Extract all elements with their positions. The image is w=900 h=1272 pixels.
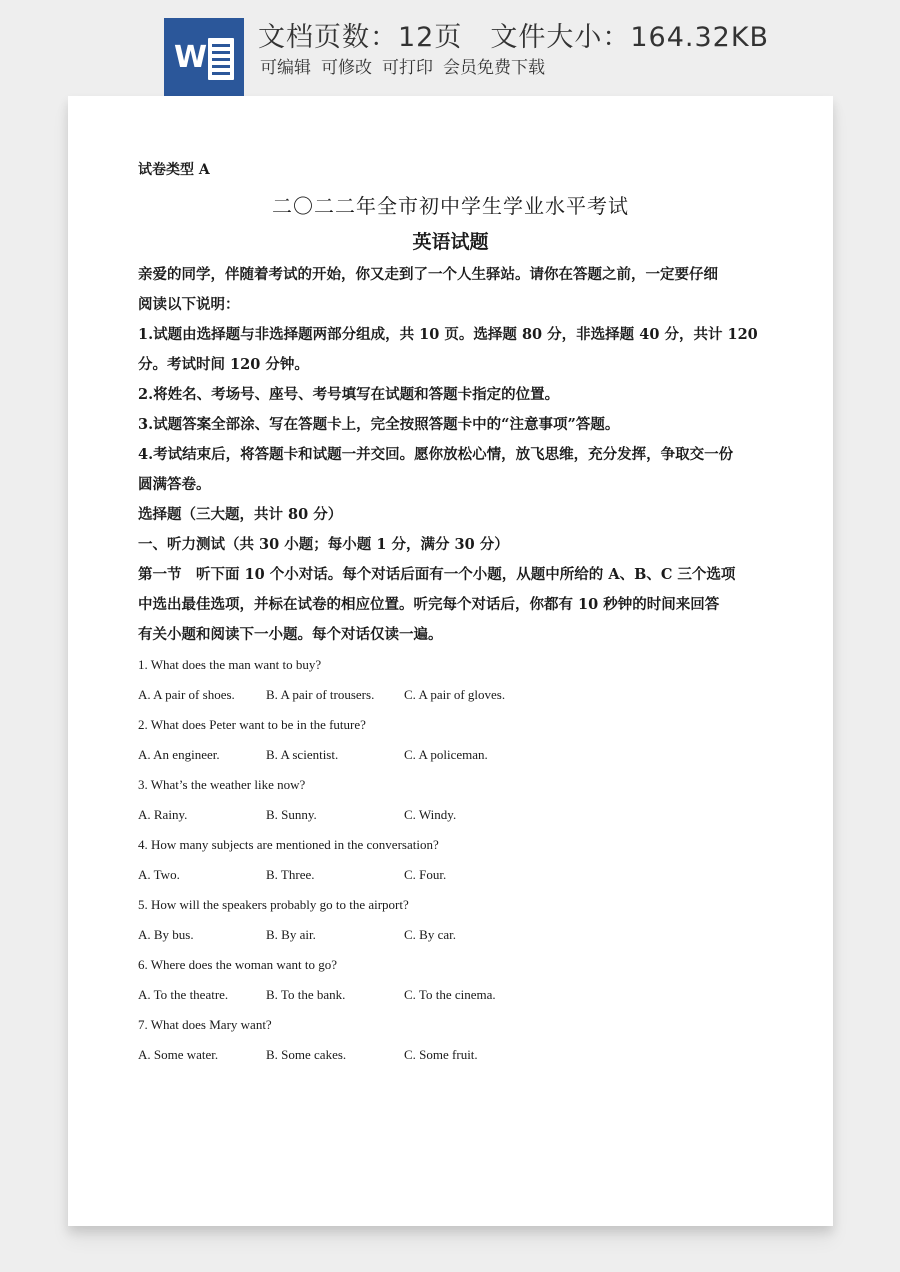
intro-line: 亲爱的同学，伴随着考试的开始，你又走到了一个人生驿站。请你在答题之前，一定要仔细 <box>138 266 718 283</box>
file-size: 文件大小：164.32KB <box>490 22 770 53</box>
option-c: C. Windy. <box>404 807 457 822</box>
instruction-line: 第一节 听下面 10 个小对话。每个对话后面有一个小题，从题中所给的 A、B、C 三个选项 <box>138 566 736 583</box>
exam-subtitle: 英语试题 <box>412 231 489 253</box>
option-b: B. To the bank. <box>266 987 346 1002</box>
feature-modifiable: 可修改 <box>321 58 372 78</box>
option-c: C. To the cinema. <box>404 987 496 1002</box>
instruction-line: 有关小题和阅读下一小题。每个对话仅读一遍。 <box>138 626 443 643</box>
question-text: 7. What does Mary want? <box>138 1017 272 1032</box>
question-options <box>138 740 763 770</box>
question-options <box>138 920 763 950</box>
file-info <box>258 18 878 58</box>
question-list <box>138 650 763 1070</box>
download-banner <box>0 0 900 96</box>
option-a: A. A pair of shoes. <box>138 687 235 702</box>
option-b: B. By air. <box>266 927 316 942</box>
option-b: B. A scientist. <box>266 747 339 762</box>
question-options <box>138 800 763 830</box>
option-c: C. By car. <box>404 927 456 942</box>
question-text: 6. Where does the woman want to go? <box>138 957 338 972</box>
question-options <box>138 980 763 1010</box>
option-c: C. A pair of gloves. <box>404 687 506 702</box>
question-options <box>138 1040 763 1070</box>
option-c: C. Four. <box>404 867 447 882</box>
exam-title: 二〇二二年全市初中学生学业水平考试 <box>272 194 629 218</box>
option-a: A. An engineer. <box>138 747 220 762</box>
note-line: 3.试题答案全部涂、写在答题卡上，完全按照答题卡中的“注意事项”答题。 <box>138 416 620 433</box>
note-line: 1.试题由选择题与非选择题两部分组成，共 10 页。选择题 80 分，非选择题 40 分，共计 120 <box>138 326 758 343</box>
question-options <box>138 680 763 710</box>
option-b: B. Three. <box>266 867 315 882</box>
section-label: 选择题（三大题，共计 80 分） <box>138 506 343 523</box>
feature-editable: 可编辑 <box>260 58 311 78</box>
instruction-line: 中选出最佳选项，并标在试卷的相应位置。听完每个对话后，你都有 10 秒钟的时间来回答 <box>138 596 720 613</box>
word-doc-icon: W <box>164 18 244 96</box>
document-page <box>68 96 833 1226</box>
intro-line: 阅读以下说明： <box>138 296 240 313</box>
option-c: C. A policeman. <box>404 747 488 762</box>
option-a: A. Rainy. <box>138 807 188 822</box>
feature-list <box>260 56 880 80</box>
option-a: A. To the theatre. <box>138 987 229 1002</box>
option-b: B. Some cakes. <box>266 1047 347 1062</box>
exam-type-label: 试卷类型 A <box>138 162 210 178</box>
note-line: 2.将姓名、考场号、座号、考号填写在试题和答题卡指定的位置。 <box>138 386 560 403</box>
note-line: 圆满答卷。 <box>138 476 211 493</box>
note-line: 4.考试结束后，将答题卡和试题一并交回。愿你放松心情，放飞思维，充分发挥，争取交一份 <box>138 446 734 463</box>
option-a: A. Some water. <box>138 1047 219 1062</box>
question-options <box>138 860 763 890</box>
question-text: 1. What does the man want to buy? <box>138 657 322 672</box>
note-line: 分。考试时间 120 分钟。 <box>138 356 309 373</box>
feature-member-download: 会员免费下载 <box>443 58 545 78</box>
part-label: 一、听力测试（共 30 小题；每小题 1 分，满分 30 分） <box>138 536 509 553</box>
option-b: B. A pair of trousers. <box>266 687 375 702</box>
option-c: C. Some fruit. <box>404 1047 478 1062</box>
question-text: 5. How will the speakers probably go to the airport? <box>138 897 409 912</box>
option-a: A. Two. <box>138 867 180 882</box>
question-text: 2. What does Peter want to be in the future? <box>138 717 366 732</box>
question-text: 3. What’s the weather like now? <box>138 777 306 792</box>
feature-printable: 可打印 <box>382 58 433 78</box>
question-text: 4. How many subjects are mentioned in the conversation? <box>138 837 439 852</box>
document-body <box>138 158 763 1070</box>
option-b: B. Sunny. <box>266 807 317 822</box>
option-a: A. By bus. <box>138 927 194 942</box>
page-count: 文档页数：12页 <box>258 22 463 53</box>
